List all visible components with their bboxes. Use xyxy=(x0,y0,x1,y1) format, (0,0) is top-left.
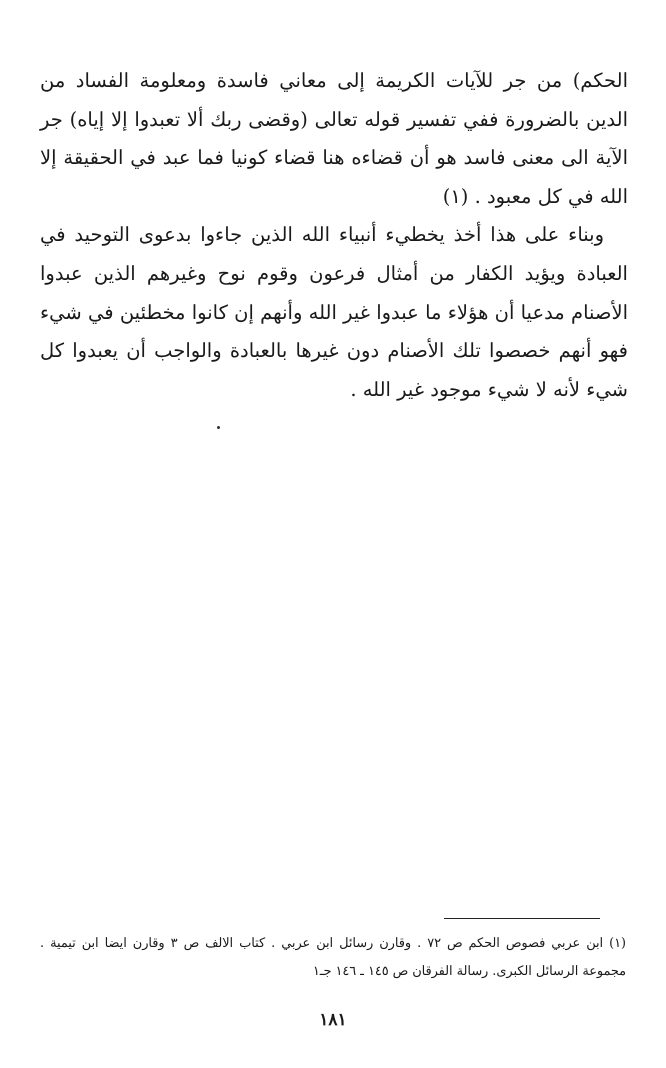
paragraph-2 xyxy=(40,216,628,409)
page-number: ١٨١ xyxy=(319,1010,347,1030)
footnote-divider xyxy=(444,918,600,919)
footnote xyxy=(40,930,626,986)
text-line: غيرها بالعبادة والواجب أن يعبدوا كل شيء لأنه لا شيء موجود غير الله . xyxy=(40,339,628,401)
text-line: وبناء على هذا أخذ يخطيء أنبياء الله الذين جاءوا بدعوى التوحيد في العبادة ويؤيد xyxy=(40,223,628,285)
footnote-line: (١) ابن عربي فصوص الحكم ص ٧٢ . وقارن رسائل ابن عربي . كتاب الالف ص ٣ وقارن ايضا ابن تيمية . مجموعة xyxy=(40,936,627,979)
stray-mark xyxy=(217,426,220,429)
text-line: عبدوا غير الله وأنهم إن كانوا مخطئين في شيء فهو أنهم خصصوا تلك الأصنام دون xyxy=(40,300,628,363)
text-line: الكفار من أمثال فرعون وقوم نوح وغيرهم الذين عبدوا الأصنام مدعيا أن هؤلاء ما xyxy=(40,261,629,324)
text-line: ففي تفسير قوله تعالى (وقضى ربك ألا تعبدوا إلا إياه) جر الآية الى معنى فاسد هو xyxy=(40,107,628,170)
text-line: الحكم) من جر للآيات الكريمة إلى معاني فاسدة ومعلومة الفساد من الدين بالضرورة xyxy=(40,69,628,131)
main-text xyxy=(40,62,628,409)
text-line: أن قضاءه هنا قضاء كونيا فما عبد في الحقيقة إلا الله في كل معبود . (١) xyxy=(40,146,628,208)
footnote-line: الرسائل الكبرى. رسالة الفرقان ص ١٤٥ ـ ١٤٦ جـ١ xyxy=(312,964,579,979)
paragraph-1 xyxy=(40,62,628,216)
